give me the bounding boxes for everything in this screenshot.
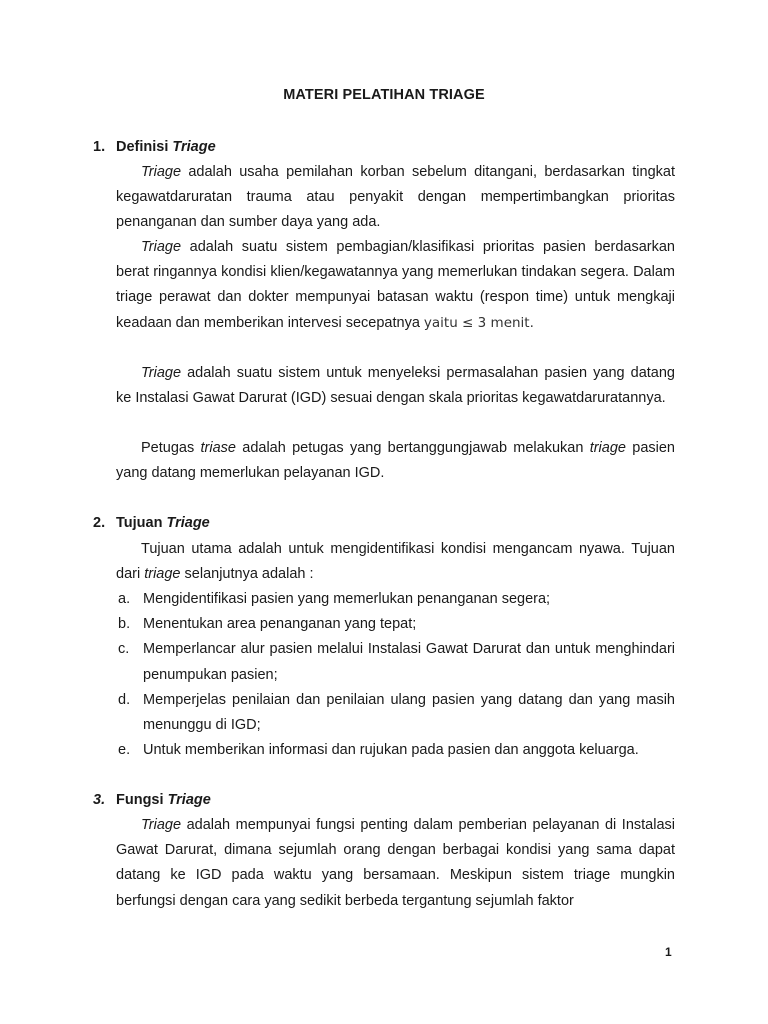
list-item-text: Memperlancar alur pasien melalui Instalasi Gawat Darurat dan untuk menghindari penumpukan pasien; (143, 641, 675, 683)
objectives-list (116, 587, 675, 763)
paragraph-text: pasien yang datang memerlukan pelayanan IGD. (116, 440, 675, 482)
paragraph-text: adalah usaha pemilahan korban sebelum ditangani, berdasarkan tingkat kegawatdaruratan trauma atau penyakit dengan mempertimbangkan prioritas penanganan dan sumber daya yang ada. (116, 164, 675, 231)
italic-term: triase (200, 440, 236, 456)
list-item-text: Menentukan area penanganan yang tepat; (143, 616, 417, 633)
list-marker: c. (118, 641, 130, 658)
paragraph (116, 235, 675, 336)
paragraph-text: Tujuan utama adalah untuk mengidentifikasi kondisi mengancam nyawa. Tujuan dari (116, 541, 675, 583)
list-item (116, 738, 675, 763)
paragraph-text: adalah suatu sistem untuk menyeleksi permasalahan pasien yang datang ke Instalasi Gawat Darurat (IGD) sesuai dengan skala prioritas kegawatdaruratannya. (116, 365, 675, 407)
list-marker: a. (118, 591, 131, 607)
list-item-text: Mengidentifikasi pasien yang memerlukan penanganan segera; (143, 591, 551, 607)
section-heading-fungsi (93, 790, 211, 810)
italic-term: triage (589, 440, 626, 456)
document-title: MATERI PELATIHAN TRIAGE (283, 87, 485, 103)
heading-italic: Triage (166, 515, 210, 531)
page-number: 1 (665, 945, 672, 959)
paragraph-text: adalah petugas yang bertanggungjawab melakukan (235, 440, 590, 456)
list-item-text: Memperjelas penilaian dan penilaian ulang pasien yang datang dan yang masih menunggu di IGD; (143, 691, 675, 734)
paragraph (116, 436, 675, 486)
paragraph-text: adalah mempunyai fungsi penting dalam pemberian pelayanan di Instalasi Gawat Darurat, dimana sejumlah orang dengan berbagai kondisi yang sama dapat datang ke IGD pada waktu yang bersamaan. Meskipun sistem triage mungkin berfungsi dengan cara yang sedikit berbeda tergantung sejumlah faktor (116, 817, 675, 909)
italic-term: Triage (141, 164, 182, 180)
list-marker: e. (118, 742, 131, 759)
paragraph (116, 813, 675, 914)
list-item (116, 612, 675, 637)
paragraph (116, 537, 675, 587)
list-item (116, 637, 675, 687)
section-heading-definisi (93, 137, 216, 157)
italic-term: Triage (141, 239, 182, 255)
heading-italic: Triage (172, 139, 216, 155)
section-number: 2. (93, 515, 106, 531)
paragraph-text-tail: yaitu ≤ 3 menit. (423, 314, 534, 331)
paragraph-text: Petugas (141, 440, 201, 456)
italic-term: Triage (141, 817, 182, 833)
italic-term: triage (144, 566, 181, 583)
heading-italic: Triage (167, 792, 211, 808)
paragraph-text: adalah suatu sistem pembagian/klasifikasi prioritas pasien berdasarkan berat ringannya kondisi klien/kegawatannya yang memerlukan tindakan segera. Dalam triage perawat dan dokter mempunyai batasan waktu (respon time) untuk mengkaji keadaan dan memberikan intervesi secepatnya (116, 239, 675, 331)
paragraph (116, 361, 675, 411)
heading-text: Fungsi (116, 792, 168, 808)
list-item-text: Untuk memberikan informasi dan rujukan pada pasien dan anggota keluarga. (143, 742, 639, 759)
heading-text: Tujuan (116, 515, 167, 531)
list-marker: b. (118, 616, 131, 633)
section-number: 1. (93, 139, 106, 155)
list-item (116, 688, 675, 738)
list-marker: d. (118, 691, 131, 708)
section-heading-tujuan (93, 513, 210, 533)
heading-text: Definisi (116, 139, 173, 155)
list-item (116, 587, 675, 612)
italic-term: Triage (141, 365, 182, 381)
section-number: 3. (93, 792, 106, 808)
paragraph-text: selanjutnya adalah : (180, 566, 314, 583)
paragraph (116, 160, 675, 236)
